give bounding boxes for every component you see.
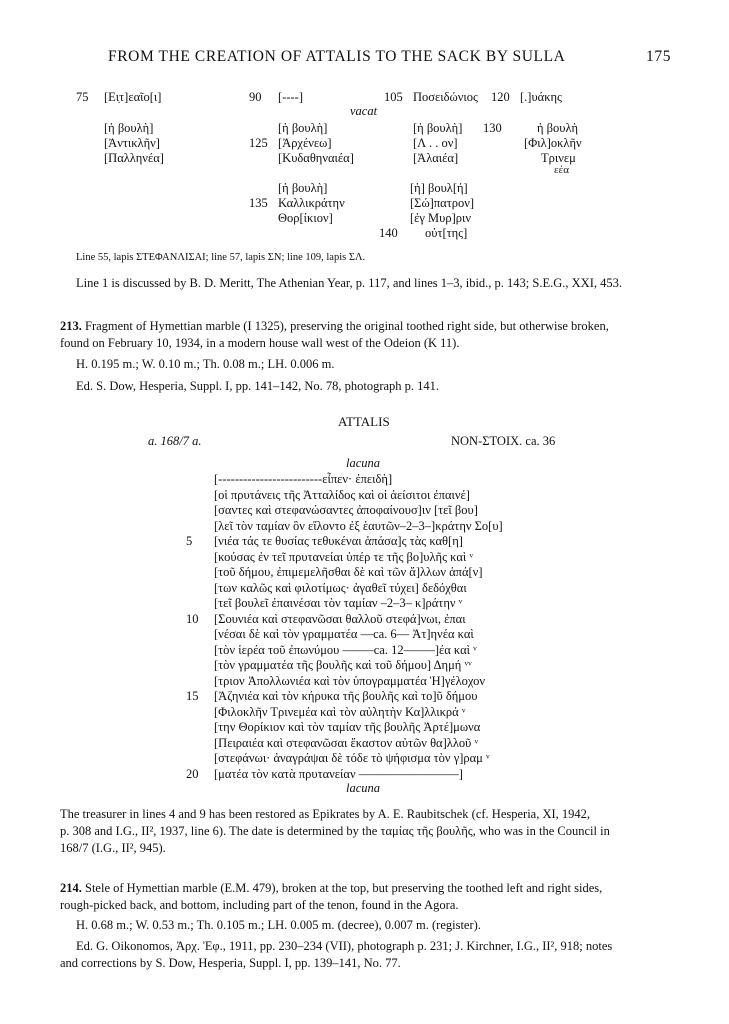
inscription-line: [Πειραιέα καὶ στεφανῶσαι ἕκαστον αὐτῶν θα]λλοῦ ᵛ [214, 735, 479, 750]
inscription-line: [τὸν ἱερέα τοῦ ἐπωνύμου –––––ca. 12–––––]έα καὶ ᵛ [214, 642, 477, 657]
register-name: ἡ βουλὴ [537, 121, 579, 135]
inscription-line: [την Θορίκιον καὶ τὸν ταμίαν τῆς βουλῆς Ἀρτέ]μωνα [214, 720, 481, 734]
inscription-line: [στεφάνωι· ἀναγράψαι δὲ τόδε τὸ ψήφισμα τὸν γ]ραμ ᵛ [214, 751, 490, 765]
line-number: 90 [249, 90, 262, 104]
register-name: [Σώ]πατρον] [410, 196, 475, 210]
commentary-line: The treasurer in lines 4 and 9 has been restored as Epikrates by A. E. Raubitschek (cf. Hesperia, XI, 1942, [60, 807, 591, 821]
inscription-line: [σαντες καὶ στεφανώσαντες ἀποφαίνουσ]ιν [τεῖ βου] [214, 503, 478, 517]
register-name: [Ἀλαιέα] [413, 151, 459, 165]
line-number: 75 [76, 90, 89, 104]
inscription-line: [Φιλοκλῆν Τρινεμέα καὶ τὸν αὐλητὴν Κα]λλικρά ᵛ [214, 704, 466, 719]
lacuna: lacuna [346, 781, 381, 795]
inscription-line-number: 15 [186, 689, 199, 703]
register-name: [ἡ βουλὴ] [104, 121, 154, 135]
inscription-line-number: 5 [186, 534, 193, 548]
entry-description: Stele of Hymettian marble (E.M. 479), broken at the top, but preserving the toothed left and right sides, [85, 881, 603, 895]
dimensions: H. 0.68 m.; W. 0.53 m.; Th. 0.105 m.; LH. 0.005 m. (decree), 0.007 m. (register). [76, 918, 481, 932]
vacat: vacat [350, 104, 378, 118]
register-name: [Φιλ]οκλῆν [524, 136, 582, 150]
date: a. 168/7 a. [148, 434, 202, 448]
edition: Ed. G. Oikonomos, Ἀρχ. Ἐφ., 1911, pp. 230–234 (VII), photograph p. 231; J. Kirchner, I.G., II², 918; notes [76, 939, 613, 953]
register-name: [.]υάκης [520, 90, 562, 104]
entry-number: 213. [60, 319, 82, 333]
line-number: 105 [384, 90, 403, 104]
inscription-line: [νιέα τάς τε θυσίας τεθυκέναι ἁπάσα]ς τὰς καθ[η] [214, 534, 463, 548]
commentary-line: 168/7 (I.G., II², 945). [60, 841, 166, 855]
page-number: 175 [646, 48, 672, 65]
entry-description: found on February 10, 1934, in a modern house wall west of the Odeion (K 11). [60, 336, 460, 350]
inscription-line: [ματέα τὸν κατὰ πρυτανείαν ––––––––––––––––] [214, 766, 463, 781]
edition: and corrections by S. Dow, Hesperia, Suppl. I, pp. 139–141, No. 77. [60, 956, 401, 970]
inscription-line-number: 10 [186, 611, 199, 626]
register-name: [ἡ] βουλ[ή] [410, 181, 468, 195]
line-number: 135 [249, 196, 268, 210]
inscription-line: [των καλῶς καὶ φιλοτίμως· ἀγαθεῖ τύχει] δεδόχθαι [214, 580, 467, 595]
running-head: FROM THE CREATION OF ATTALIS TO THE SACK BY SULLA [108, 48, 566, 65]
entry-description: Fragment of Hymettian marble (I 1325), preserving the original toothed right side, but otherwise broken, [85, 319, 609, 333]
register-name: [Ἀρχένεω] [278, 136, 332, 150]
register-name: [Ει̣τ]εαῖο[ι] [104, 90, 162, 104]
lacuna: lacuna [346, 456, 381, 470]
register-name: εέα [554, 164, 570, 176]
register-name: οὐτ[της] [425, 226, 468, 240]
entry-number: 214. [60, 881, 82, 895]
register-name: [Κυδαθηναιέα] [278, 151, 354, 165]
inscription-line-number: 20 [186, 766, 199, 781]
inscription-line: [τεῖ βουλεῖ ἐπαινέσαι τὸν ταμίαν –2–3– κ]ράτην ᵛ [214, 596, 463, 610]
line-number: 125 [249, 136, 268, 150]
register-name: [ἡ βουλὴ] [278, 181, 328, 195]
register-name: [Ἀντικλῆν] [104, 136, 160, 150]
register-name: Θορ[ίκιον] [278, 211, 333, 225]
inscription-line: [Ἀζηνιέα καὶ τὸν κήρυκα τῆς βουλῆς καὶ το]ῦ δήμου [214, 689, 478, 703]
inscription-line: [τοῦ δήμου, ἐπιμεμελῆσθαι δὲ καὶ τῶν ἄ]λλων ἁπά[ν] [214, 565, 483, 579]
commentary-line: p. 308 and I.G., II², 1937, line 6). The date is determined by the ταμίας τῆς βουλῆς, who was in the Council in [60, 824, 610, 838]
register-name: [Λ . . ον] [413, 136, 458, 150]
inscription-line: [τὸν γραμματέα τῆς βουλῆς καὶ τοῦ δήμου] Δημή ᵛᵛ [214, 658, 472, 672]
entry-description: rough-picked back, and bottom, including part of the tenon, found in the Agora. [60, 898, 459, 912]
register-name: [ἐγ Μυρ]ριν [410, 211, 472, 225]
register-name: [----] [278, 90, 303, 104]
stoichedon-note: NON-ΣΤΟΙΧ. ca. 36 [451, 434, 556, 448]
footnote: Line 55, lapis ΣΤΕΦΑΝΛΙΣΑΙ; line 57, lapis ΣΝ; line 109, lapis ΣΛ. [76, 252, 366, 263]
inscription-line: [οἱ πρυτάνεις τῆς Ἀτταλίδος καὶ οἱ ἀείσιτοι ἐπαινέ] [214, 487, 470, 502]
inscription-line: [νέσαι δὲ καὶ τὸν γραμματέα ––ca. 6–– Ἀτ]ηνέα καὶ [214, 627, 474, 641]
inscription-line: [τριον Ἀπολλωνιέα καὶ τὸν ὑπογραμματέα Ἡ]γέλοχον [214, 673, 486, 688]
inscription-line: [Σουνιέα καὶ στεφανῶσαι θαλλοῦ στεφά]νωι, ἐπαι [214, 611, 466, 626]
inscription-line: [λεῖ τὸν ταμίαν ὃν εἵλοντο ἐξ ἑαυτῶν–2–3–]κράτην Σο[υ] [214, 518, 503, 533]
line-number: 130 [483, 121, 502, 135]
dimensions: H. 0.195 m.; W. 0.10 m.; Th. 0.08 m.; LH. 0.006 m. [76, 357, 335, 371]
register-name: [ἡ βουλὴ] [278, 121, 328, 135]
register-name: Καλλικράτην [278, 196, 345, 210]
tribe-heading: ATTALIS [338, 414, 390, 429]
register-name: Τρινεμ [541, 151, 576, 165]
register-name: [ἡ βουλὴ] [413, 121, 463, 135]
line-number: 120 [491, 90, 510, 104]
line-number: 140 [379, 226, 398, 240]
inscription-line: [-------------------------εἶπεν· ἐπειδὴ] [214, 472, 393, 486]
register-name: [Παλληνέα] [104, 151, 164, 165]
edition: Ed. S. Dow, Hesperia, Suppl. I, pp. 141–142, No. 78, photograph p. 141. [76, 379, 440, 393]
inscription-line: [κούσας ἐν τεῖ πρυτανείαι ὑπέρ τε τῆς βο]υλῆς καὶ ᵛ [214, 549, 474, 564]
register-name: Ποσειδώνιος [413, 90, 478, 104]
paragraph: Line 1 is discussed by B. D. Meritt, The Athenian Year, p. 117, and lines 1–3, ibid., p. 143; S.E.G., XXI, 453. [76, 276, 622, 290]
